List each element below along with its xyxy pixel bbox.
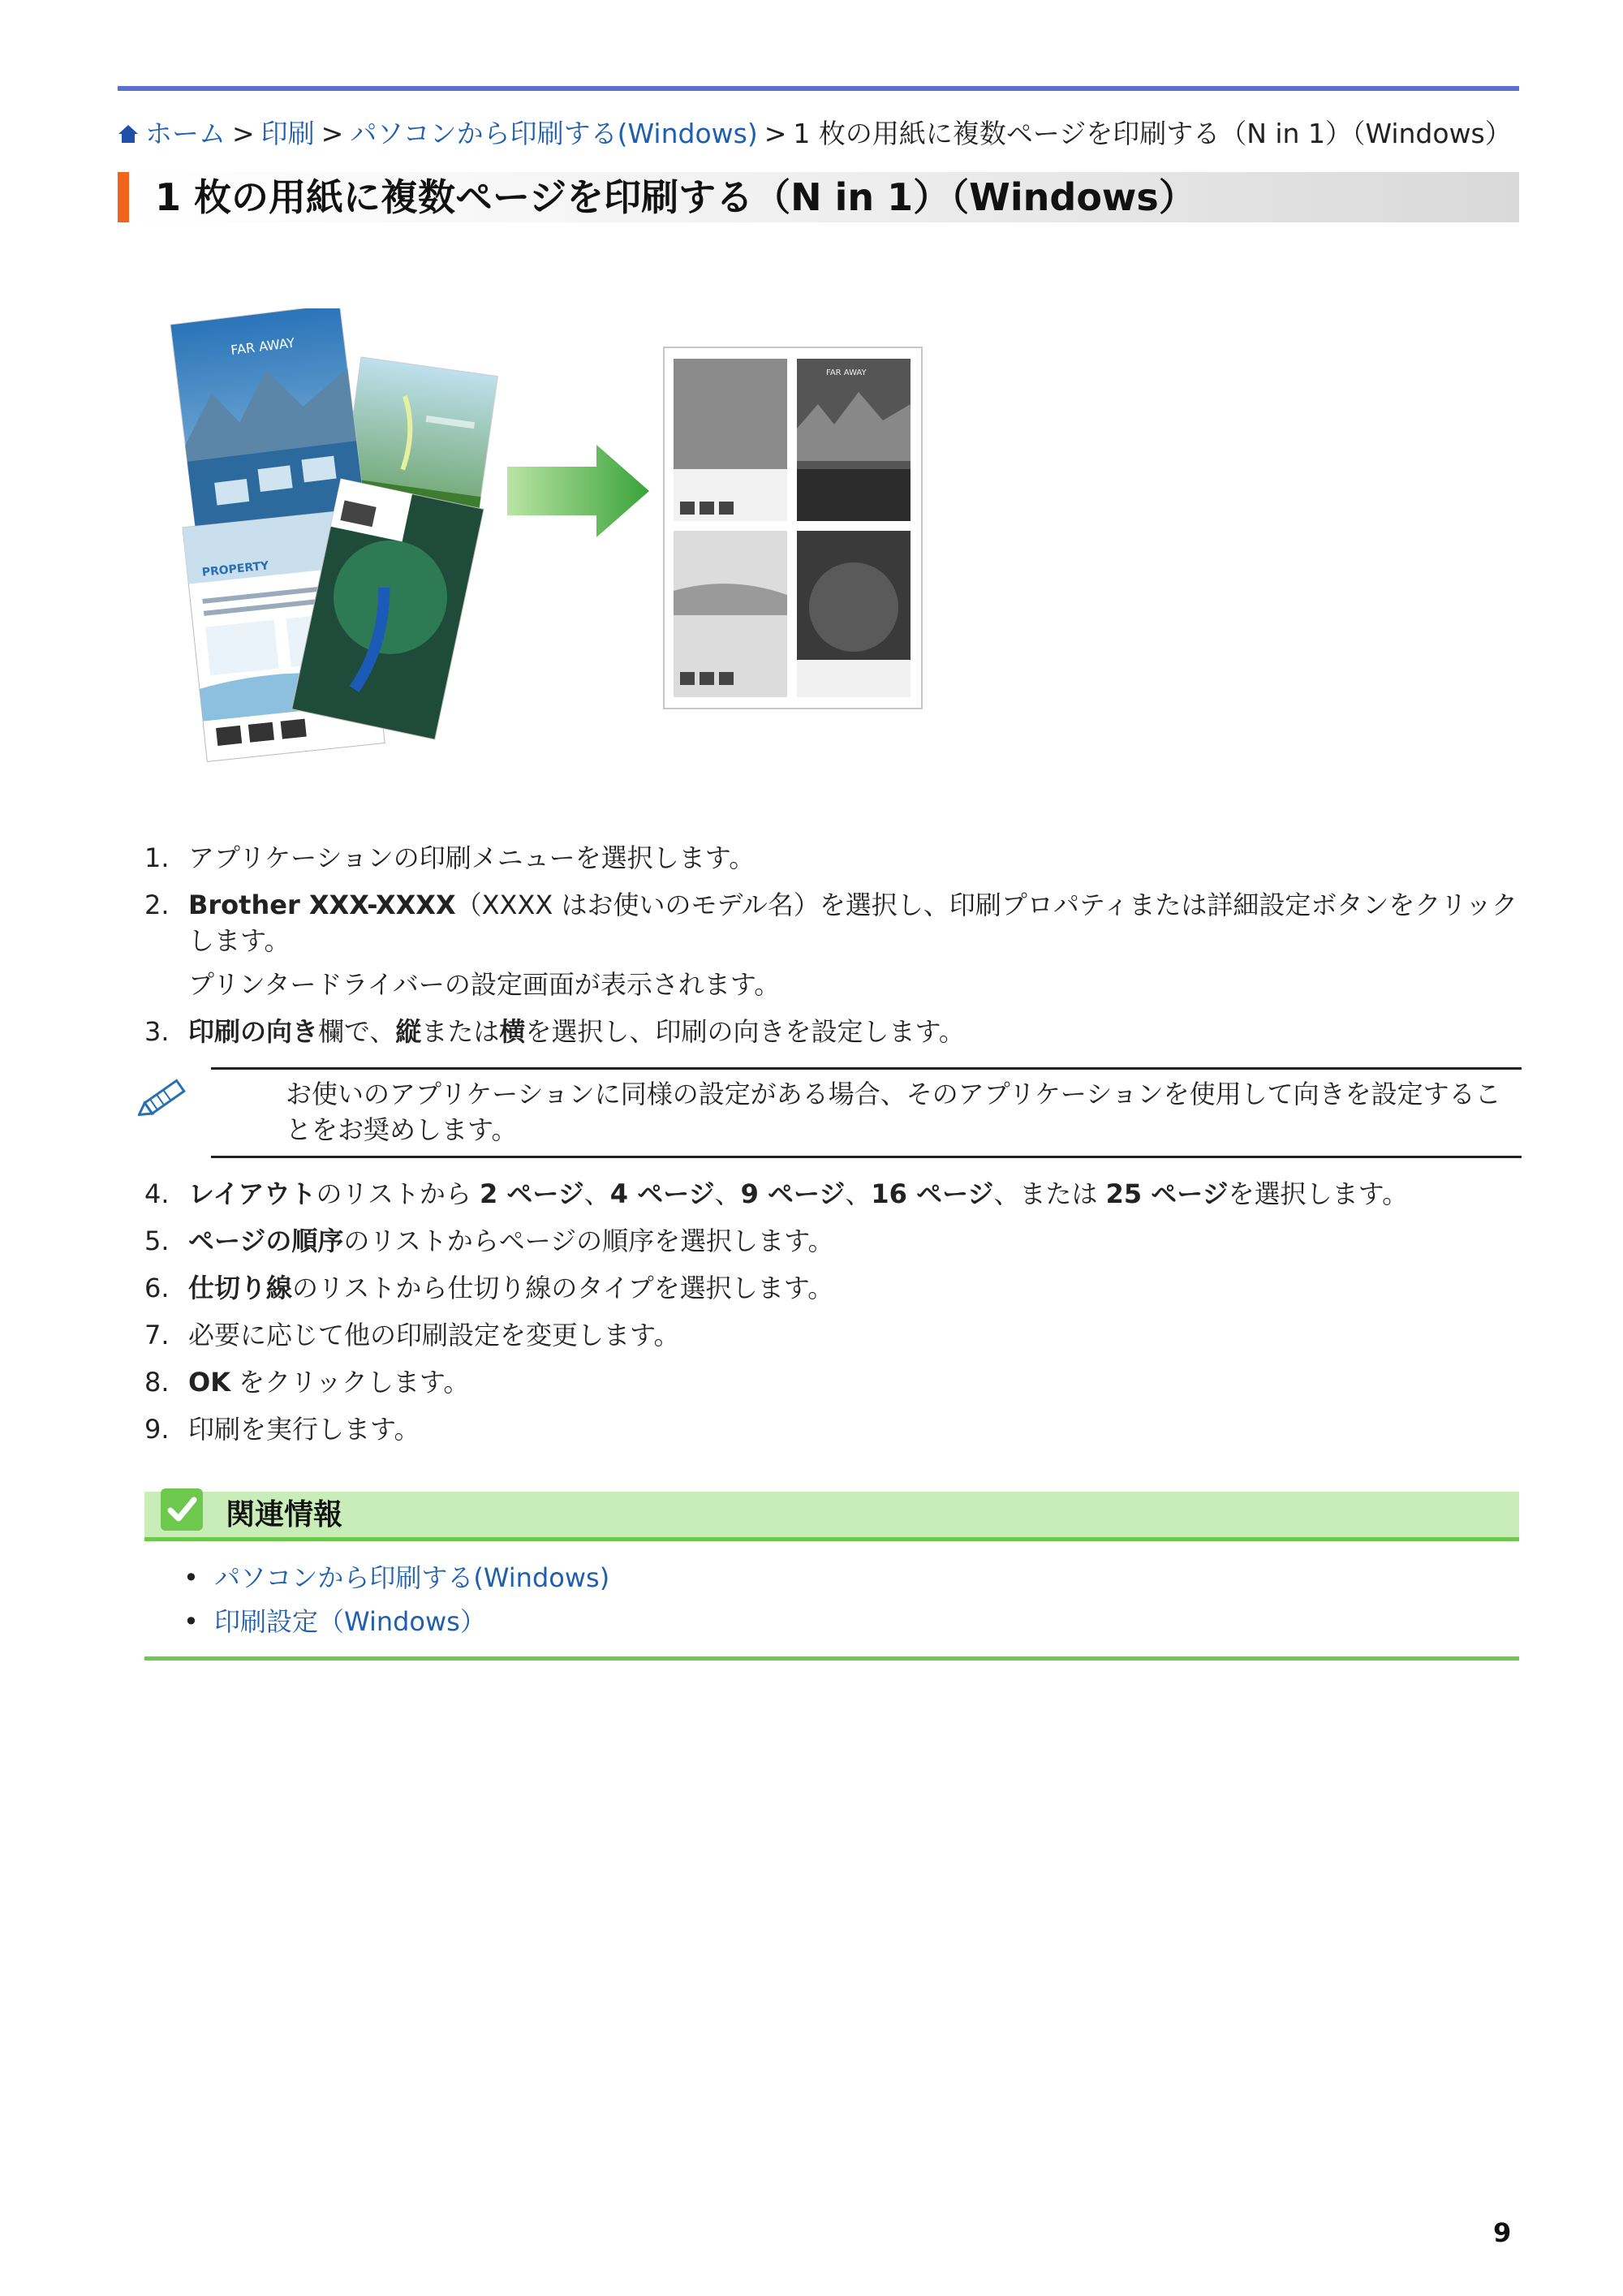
step-1: 1. アプリケーションの印刷メニューを選択します。 <box>144 842 756 873</box>
related-link-print-from-pc[interactable]: • パソコンから印刷する(Windows) <box>183 1556 1519 1600</box>
page-number: 9 <box>1493 2217 1512 2248</box>
step-3: 3. 印刷の向き欄で、縦または横を選択し、印刷の向きを設定します。 <box>144 1016 965 1047</box>
step-5: 5. ページの順序のリストからページの順序を選択します。 <box>144 1226 834 1256</box>
breadcrumb-print-from-pc[interactable]: パソコンから印刷する(Windows) <box>350 118 758 149</box>
svg-text:FAR AWAY: FAR AWAY <box>826 368 867 377</box>
pencil-note-icon <box>138 1071 195 1120</box>
step-6: 6. 仕切り線のリストから仕切り線のタイプを選択します。 <box>144 1273 834 1303</box>
svg-text:PROPERTY: PROPERTY <box>201 559 269 579</box>
breadcrumb-current: 1 枚の用紙に複数ページを印刷する（N in 1）（Windows） <box>793 118 1512 149</box>
top-rule <box>118 86 1519 91</box>
step-9: 9. 印刷を実行します。 <box>144 1414 420 1445</box>
breadcrumb-separator: > <box>321 118 344 149</box>
step-2-result: プリンタードライバーの設定画面が表示されます。 <box>188 969 781 1000</box>
related-bottom-rule <box>144 1656 1519 1661</box>
related-title: 関連情報 <box>226 1498 343 1531</box>
breadcrumb-print[interactable]: 印刷 <box>260 118 315 149</box>
n-in-1-illustration <box>154 308 949 795</box>
breadcrumb-home[interactable]: ホーム <box>145 118 226 149</box>
breadcrumb-separator: > <box>232 118 255 149</box>
title-accent <box>118 172 129 222</box>
svg-text:FAR AWAY: FAR AWAY <box>230 334 296 359</box>
title-bar <box>118 172 1519 222</box>
home-icon[interactable] <box>118 123 139 144</box>
checkmark-icon <box>159 1487 204 1532</box>
related-info <box>144 1492 1519 1661</box>
note-text: お使いのアプリケーションに同様の設定がある場合、そのアプリケーションを使用して向きを設定することをお奨めします。 <box>286 1079 1501 1145</box>
page-title: 1 枚の用紙に複数ページを印刷する（N in 1）（Windows） <box>155 175 1196 219</box>
step-4: 4. レイアウトのリストから 2 ページ、4 ページ、9 ページ、16 ページ、または 25 ページを選択します。 <box>144 1178 1409 1209</box>
step-8: 8. OK をクリックします。 <box>144 1367 470 1398</box>
step-7: 7. 必要に応じて他の印刷設定を変更します。 <box>144 1320 680 1350</box>
breadcrumb-separator: > <box>764 118 787 149</box>
related-header <box>144 1492 1519 1541</box>
related-links <box>144 1541 1519 1648</box>
step-2: 2. Brother XXX-XXXX（XXXX はお使いのモデル名）を選択し、印刷プロパティまたは詳細設定ボタンをクリックします。 プリンタードライバーの設定画面が表示されます。 <box>138 887 1522 1002</box>
note-box <box>211 1067 1522 1158</box>
breadcrumb <box>118 114 1546 154</box>
steps-list <box>138 840 1522 1458</box>
related-link-print-settings[interactable]: • 印刷設定（Windows） <box>183 1600 1519 1643</box>
n-in-1-output-sheet <box>664 347 922 709</box>
